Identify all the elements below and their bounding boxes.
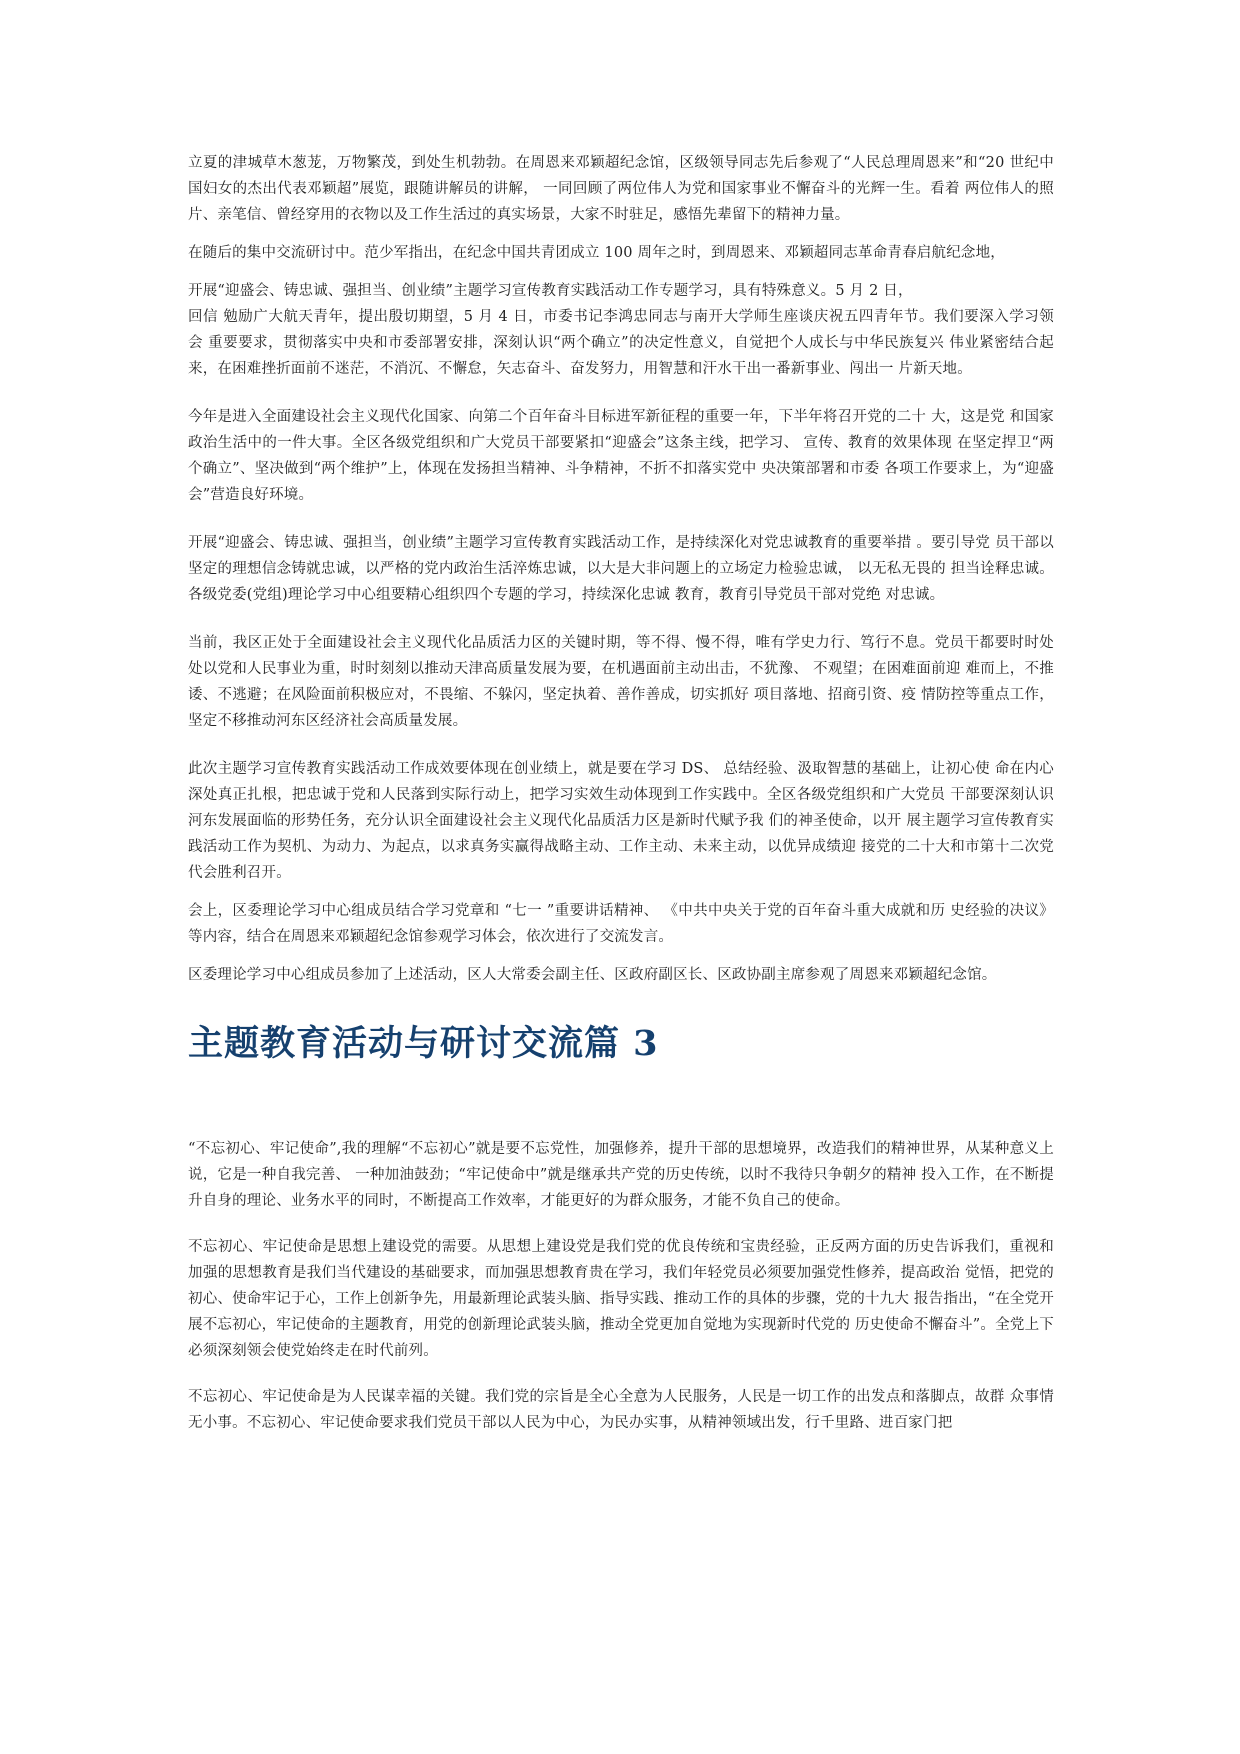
paragraph-7: 此次主题学习宣传教育实践活动工作成效要体现在创业绩上，就是要在学习 DS、 总结经验、汲取智慧的基础上，让初心使 命在内心深处真正扎根，把忠诚于党和人民落到实际行动上，把学习实效生动体现到工作实践中。全区各级党组织和广大党员 干部要深刻认识河东发展面临的形势任务，充分认识全面建设社会主义现代化品质活力区是新时代赋予我 们的神圣使命，以开 展主题学习宣传教育实践活动工作为契机、为动力、为起点，以求真务实赢得战略主动、工作主动、未来主动，以优异成绩迎 接党的二十大和市第十二次党代会胜利召开。 (188, 761, 1054, 881)
paragraph-5: 开展“迎盛会、铸忠诚、强担当，创业绩”主题学习宣传教育实践活动工作，是持续深化对党忠诚教育的重要举措 。要引导党 员干部以坚定的理想信念铸就忠诚，以严格的党内政治生活淬炼忠诚，以大是大非问题上的立场定力检验忠诚， 以无私无畏的 担当诠释忠诚。各级党委(党组)理论学习中心组要精心组织四个专题的学习，持续深化忠诚 教育，教育引导党员干部对党绝 对忠诚。 (188, 535, 1054, 603)
paragraph-2: 在随后的集中交流研讨中。范少军指出，在纪念中国共青团成立 100 周年之时，到周恩来、邓颖超同志革命青春启航纪念地， (188, 245, 1005, 261)
paragraph-12: 不忘初心、牢记使命是为人民谋幸福的关键。我们党的宗旨是全心全意为人民服务，人民是一切工作的出发点和落脚点，故群 众事情无小事。不忘初心、牢记使命要求我们党员干部以人民为中心，为民办实事，从精神领域出发，行千里路、进百家门把 (188, 1389, 1054, 1431)
paragraph-10: “不忘初心、牢记使命”,我的理解“不忘初心”就是要不忘党性，加强修养，提升干部的思想境界，改造我们的精神世界，从某种意义上说，它是一种自我完善、 一种加油鼓劲；“牢记使命中”就是继承共产党的历史传统，以时不我待只争朝夕的精神 投入工作，在不断提升自身的理论、业务水平的同时，不断提高工作效率，才能更好的为群众服务，才能不负自己的使命。 (188, 1141, 1054, 1209)
paragraph-3: 回信 勉励广大航天青年，提出殷切期望，5 月 4 日，市委书记李鸿忠同志与南开大学师生座谈庆祝五四青年节。我们要深入学习领 会 重要要求，贯彻落实中央和市委部署安排，深刻认识“两个确立”的决定性意义，自觉把个人成长与中华民族复兴 伟业紧密结合起来，在困难挫折面前不迷茫，不消沉、不懈怠，矢志奋斗、奋发努力，用智慧和汗水干出一番新事业、闯出一 片新天地。 (188, 309, 1054, 377)
paragraph-8: 会上，区委理论学习中心组成员结合学习党章和 “七一 ”重要讲话精神、 《中共中央关于党的百年奋斗重大成就和历 史经验的决议》等内容，结合在周恩来邓颖超纪念馆参观学习体会，依次进行了交流发言。 (188, 903, 1054, 945)
paragraph-4: 今年是进入全面建设社会主义现代化国家、向第二个百年奋斗目标进军新征程的重要一年，下半年将召开党的二十 大，这是党 和国家政治生活中的一件大事。全区各级党组织和广大党员干部要紧扣“迎盛会”这条主线，把学习、 宣传、教育的效果体现 在坚定捍卫“两个确立”、坚决做到“两个维护”上，体现在发扬担当精神、斗争精神，不折不扣落实党中 央决策部署和市委 各项工作要求上，为“迎盛会”营造良好环境。 (188, 409, 1054, 503)
paragraph-6: 当前，我区正处于全面建设社会主义现代化品质活力区的关键时期，等不得、慢不得，唯有学史力行、笃行不息。党员干都要时时处处以党和人民事业为重，时时刻刻以推动天津高质量发展为要，在机遇面前主动出击，不犹豫、 不观望；在困难面前迎 难而上，不推诿、不逃避；在风险面前积极应对，不畏缩、不躲闪，坚定执着、善作善成，切实抓好 项目落地、招商引资、疫 情防控等重点工作，坚定不移推动河东区经济社会高质量发展。 (188, 635, 1054, 729)
paragraph-11: 不忘初心、牢记使命是思想上建设党的需要。从思想上建设党是我们党的优良传统和宝贵经验，正反两方面的历史告诉我们，重视和加强的思想教育是我们当代建设的基础要求，而加强思想教育贵在学习，我们年轻党员必须要加强党性修养，提高政治 觉悟，把党的初心、使命牢记于心，工作上创新争先，用最新理论武装头脑、指导实践、推动工作的具体的步骤，党的十九大 报告指出，“在全党开展不忘初心，牢记使命的主题教育，用党的创新理论武装头脑，推动全党更加自觉地为实现新时代党的 历史使命不懈奋斗”。全党上下必须深刻领会使党始终走在时代前列。 (188, 1239, 1054, 1359)
paragraph-1: 立夏的津城草木葱茏，万物繁茂，到处生机勃勃。在周恩来邓颖超纪念馆，区级领导同志先后参观了“人民总理周恩来”和“20 世纪中国妇女的杰出代表邓颖超”展览，跟随讲解员的讲解， 一同回顾了两位伟人为党和国家事业不懈奋斗的光辉一生。看着 两位伟人的照片、亲笔信、曾经穿用的衣物以及工作生活过的真实场景，大家不时驻足，感悟先辈留下的精神力量。 (188, 155, 1054, 223)
section-heading: 主题教育活动与研讨交流篇 3 (188, 1023, 659, 1064)
paragraph-3-line-1: 开展“迎盛会、铸忠诚、强担当、创业绩”主题学习宣传教育实践活动工作专题学习，具有特殊意义。5 月 2 日， (188, 283, 913, 299)
document-page (188, 150, 1054, 1436)
paragraph-9: 区委理论学习中心组成员参加了上述活动，区人大常委会副主任、区政府副区长、区政协副主席参观了周恩来邓颖超纪念馆。 (188, 967, 997, 983)
